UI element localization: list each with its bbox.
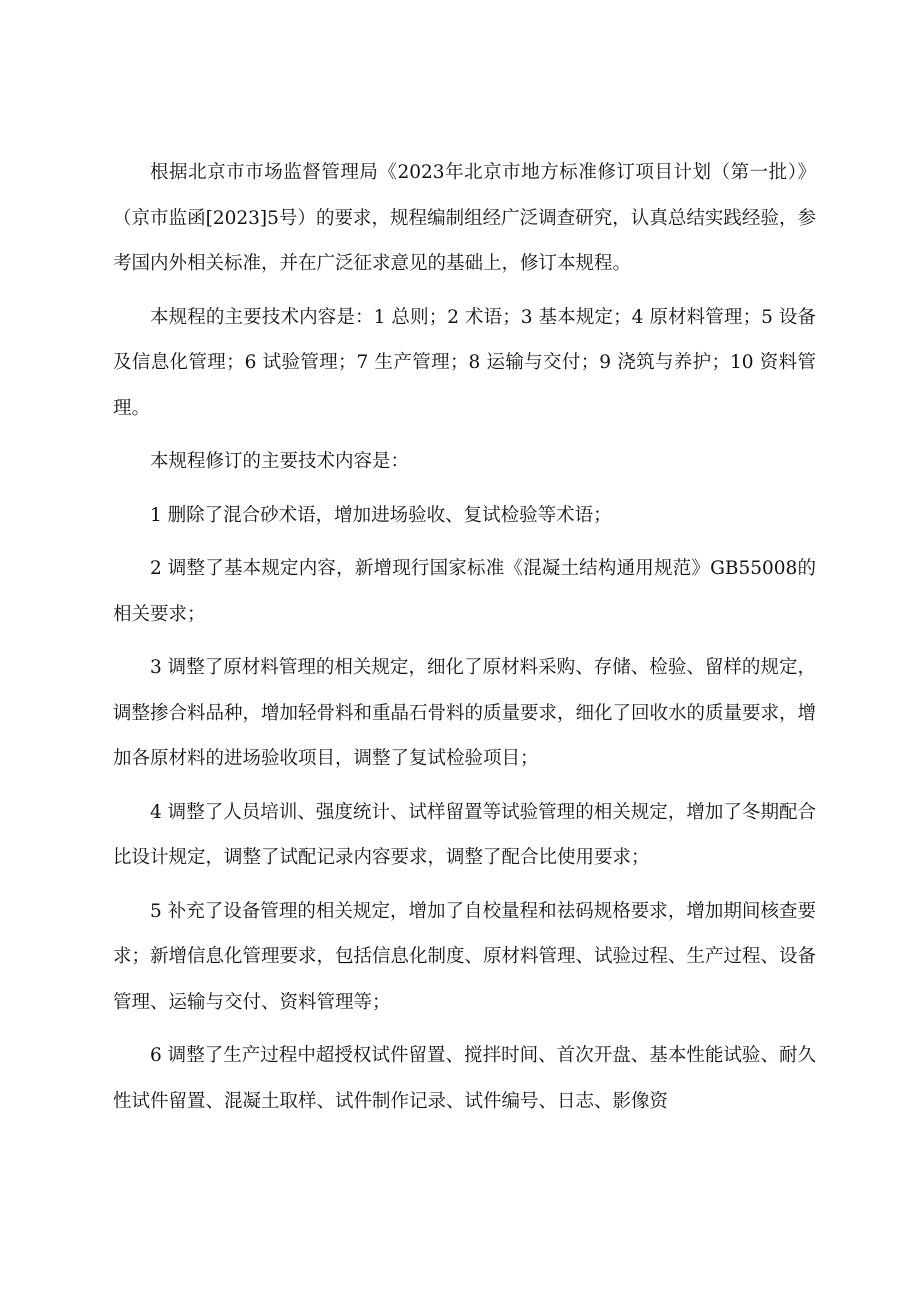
paragraph-revision-heading: 本规程修订的主要技术内容是： [150,451,410,472]
paragraph-revision-item-5: 5 补充了设备管理的相关规定，增加了自校量程和祛码规格要求，增加期间核查要求；新增信息化管理要求，包括信息化制度、原材料管理、试验过程、生产过程、设备管理、运输与交付、资料管理等； [113,900,817,1013]
paragraph-revision-item-2: 2 调整了基本规定内容，新增现行国家标准《混凝土结构通用规范》GB55008的相关要求； [113,558,816,625]
paragraph-revision-item-3: 3 调整了原材料管理的相关规定，细化了原材料采购、存储、检验、留样的规定，调整掺合料品种，增加轻骨料和重晶石骨料的质量要求，细化了回收水的质量要求，增加各原材料的进场验收项目，调整了复试检验项目； [113,657,817,769]
paragraph-main-content: 本规程的主要技术内容是：1 总则；2 术语；3 基本规定；4 原材料管理；5 设备及信息化管理；6 试验管理；7 生产管理；8 运输与交付；9 浇筑与养护；10 资料管理。 [113,306,816,419]
paragraph-revision-item-1: 1 删除了混合砂术语，增加进场验收、复试检验等术语； [150,504,612,526]
paragraph-intro: 根据北京市市场监督管理局《2023年北京市地方标准修订项目计划（第一批）》（京市监函[2023]5号）的要求，规程编制组经广泛调查研究，认真总结实践经验，参考国内外相关标准，并在广泛征求意见的基础上，修订本规程。 [113,162,816,274]
paragraph-revision-item-6: 6 调整了生产过程中超授权试件留置、搅拌时间、首次开盘、基本性能试验、耐久性试件留置、混凝土取样、试件制作记录、试件编号、日志、影像资 [113,1045,816,1112]
paragraph-revision-item-4: 4 调整了人员培训、强度统计、试样留置等试验管理的相关规定，增加了冬期配合比设计规定，调整了试配记录内容要求，调整了配合比使用要求； [113,801,816,868]
document-body [113,150,816,1132]
